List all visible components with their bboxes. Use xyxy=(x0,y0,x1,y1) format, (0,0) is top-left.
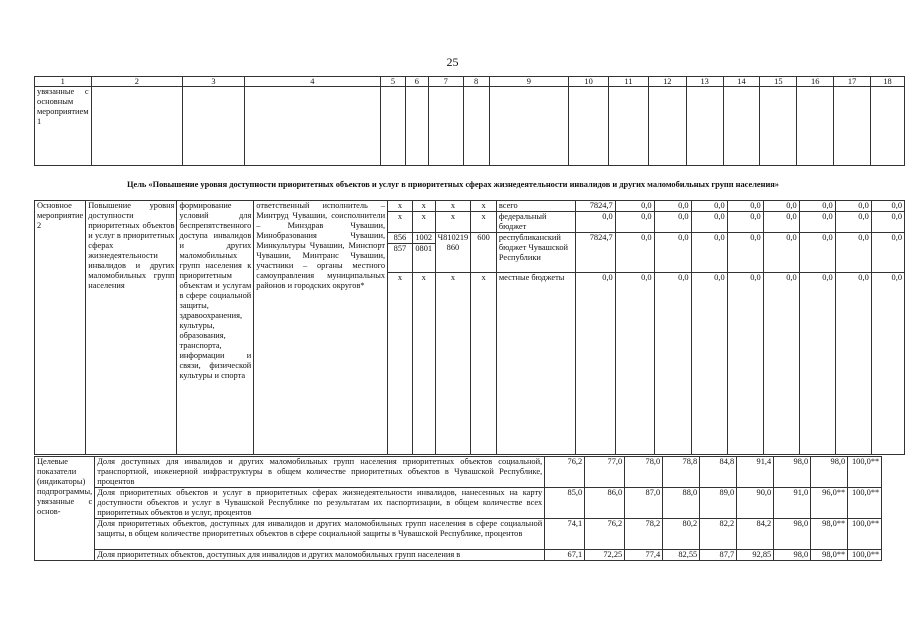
grbs-code: x xyxy=(388,212,413,233)
value-cell: 92,85 xyxy=(737,550,774,561)
value-cell: 100,0** xyxy=(848,488,882,519)
value-cell: 78,2 xyxy=(625,519,663,550)
value-cell: 91,0 xyxy=(774,488,811,519)
value-cell: 98,0 xyxy=(774,519,811,550)
goal-title: Цель «Повышение уровня доступности приоритетных объектов и услуг в приоритетных сферах жизнедеятельности инвалидов и других маломобильных групп населения» xyxy=(126,180,779,189)
section-code: x xyxy=(412,201,435,212)
column-number: 13 xyxy=(686,77,723,87)
column-number: 18 xyxy=(871,77,905,87)
value-cell: 87,0 xyxy=(625,488,663,519)
value-cell: 0,0 xyxy=(871,233,904,273)
indicator-text: Доля приоритетных объектов и услуг в приоритетных сферах жизнедеятельности инвалидов, нанесенных на карту доступности объектов и услуг в Чувашской Республике по результатам их паспортизации, в общем количестве всех приоритетных объектов и услуг, процентов xyxy=(95,488,545,519)
value-cell: 85,0 xyxy=(545,488,585,519)
value-cell: 98,0** xyxy=(811,550,848,561)
grbs-code: x xyxy=(388,201,413,212)
target-code: Ч810219 860 xyxy=(435,233,471,273)
value-cell: 80,2 xyxy=(663,519,700,550)
value-cell: 84,2 xyxy=(737,519,774,550)
value-cell: 89,0 xyxy=(700,488,737,519)
header-row xyxy=(35,77,905,87)
column-number: 3 xyxy=(183,77,245,87)
value-cell: 0,0 xyxy=(835,212,871,233)
continuation-table xyxy=(34,76,905,166)
column-number: 1 xyxy=(35,77,92,87)
value-cell: 0,0 xyxy=(763,273,799,455)
page-number: 25 xyxy=(446,55,459,69)
value-cell: 90,0 xyxy=(737,488,774,519)
value-cell: 0,0 xyxy=(799,273,835,455)
value-cell: 0,0 xyxy=(835,273,871,455)
value-cell: 87,7 xyxy=(700,550,737,561)
value-cell: 82,2 xyxy=(700,519,737,550)
value-cell: 0,0 xyxy=(799,233,835,273)
value-cell: 100,0** xyxy=(848,519,882,550)
grbs-code: 856 857 xyxy=(388,233,413,273)
value-cell: 0,0 xyxy=(727,212,763,233)
value-cell: 100,0** xyxy=(848,457,882,488)
target-code: x xyxy=(435,273,471,455)
column-number: 9 xyxy=(489,77,569,87)
expense-code: 600 xyxy=(471,233,497,273)
column-number: 7 xyxy=(428,77,463,87)
column-number: 15 xyxy=(760,77,797,87)
indicator-row xyxy=(35,519,882,550)
value-cell: 78,8 xyxy=(663,457,700,488)
section-code: x xyxy=(412,212,435,233)
column-number: 5 xyxy=(381,77,406,87)
value-cell: 0,0 xyxy=(727,201,763,212)
funding-source: местные бюджеты xyxy=(496,273,575,455)
funding-source: федеральный бюджет xyxy=(496,212,575,233)
funding-source: республиканский бюджет Чувашской Республики xyxy=(496,233,575,273)
value-cell: 72,25 xyxy=(585,550,625,561)
column-number: 14 xyxy=(723,77,760,87)
value-cell: 0,0 xyxy=(871,273,904,455)
value-cell: 0,0 xyxy=(835,233,871,273)
value-cell: 0,0 xyxy=(799,201,835,212)
value-cell: 98,0 xyxy=(811,457,848,488)
event-table xyxy=(34,200,905,455)
value-cell: 0,0 xyxy=(763,233,799,273)
indicator-text: Доля приоритетных объектов, доступных для инвалидов и других маломобильных групп населения в xyxy=(95,550,545,561)
value-cell: 0,0 xyxy=(615,233,654,273)
continuation-label: увязанные с основным мероприятием 1 xyxy=(35,87,92,166)
value-cell: 0,0 xyxy=(615,212,654,233)
value-cell: 0,0 xyxy=(763,212,799,233)
column-number: 2 xyxy=(91,77,183,87)
column-number: 17 xyxy=(834,77,871,87)
value-cell: 98,0 xyxy=(774,457,811,488)
value-cell: 0,0 xyxy=(727,273,763,455)
funding-source: всего xyxy=(496,201,575,212)
value-cell: 0,0 xyxy=(576,212,615,233)
value-cell: 0,0 xyxy=(871,212,904,233)
value-cell: 7824,7 xyxy=(576,201,615,212)
value-cell: 0,0 xyxy=(799,212,835,233)
value-cell: 0,0 xyxy=(691,212,727,233)
value-cell: 0,0 xyxy=(615,273,654,455)
value-cell: 88,0 xyxy=(663,488,700,519)
expense-code: x xyxy=(471,273,497,455)
column-number: 12 xyxy=(648,77,686,87)
value-cell: 67,1 xyxy=(545,550,585,561)
column-number: 11 xyxy=(609,77,649,87)
indicator-row xyxy=(35,550,882,561)
event-name: Основное мероприятие 2 xyxy=(35,201,86,455)
value-cell: 0,0 xyxy=(654,212,691,233)
value-cell: 91,4 xyxy=(737,457,774,488)
expense-code: x xyxy=(471,201,497,212)
value-cell: 82,55 xyxy=(663,550,700,561)
column-number: 6 xyxy=(405,77,428,87)
grbs-code: x xyxy=(388,273,413,455)
target-code: x xyxy=(435,212,471,233)
indicator-text: Доля доступных для инвалидов и других маломобильных групп населения приоритетных объектов социальной, транспортной, инженерной инфраструктуры в общем количестве приоритетных объектов в Чувашской Республике, процентов xyxy=(95,457,545,488)
value-cell: 98,0** xyxy=(811,519,848,550)
value-cell: 84,8 xyxy=(700,457,737,488)
value-cell: 0,0 xyxy=(727,233,763,273)
indicator-row xyxy=(35,488,882,519)
indicator-row xyxy=(35,457,882,488)
value-cell: 0,0 xyxy=(654,201,691,212)
continuation-row xyxy=(35,87,905,166)
value-cell: 0,0 xyxy=(654,273,691,455)
value-cell: 98,0 xyxy=(774,550,811,561)
indicator-text: Доля приоритетных объектов, доступных для инвалидов и других маломобильных групп населения в сфере социальной защиты, в общем количестве приоритетных объектов в сфере социальной защиты в Чувашской Республике, процентов xyxy=(95,519,545,550)
event-executors: ответственный исполнитель – Минтруд Чувашии, соисполнители – Минздрав Чувашии, Минобразования Чувашии, Минкультуры Чувашии, Минспорт Чувашии, Минтранс Чувашии, участники – органы местного самоуправления муниципальных районов и городских округов* xyxy=(254,201,388,455)
event-title: Повышение уровня доступности приоритетных объектов и услуг в приоритетных сферах жизнедеятельности инвалидов и других маломобильных групп населения xyxy=(86,201,177,455)
value-cell: 86,0 xyxy=(585,488,625,519)
value-cell: 76,2 xyxy=(545,457,585,488)
event-row-total xyxy=(35,201,905,212)
column-number: 16 xyxy=(797,77,834,87)
section-code: x xyxy=(412,273,435,455)
value-cell: 96,0** xyxy=(811,488,848,519)
value-cell: 0,0 xyxy=(654,233,691,273)
column-number: 10 xyxy=(569,77,609,87)
event-purpose: формирование условий для беспрепятственного доступа инвалидов и других маломобильных групп населения к приоритетным объектам и услугам в сфере социальной защиты, здравоохранения, культуры, образования, транспорта, информации и связи, физической культуры и спорта xyxy=(177,201,254,455)
section-code: 1002 0801 xyxy=(412,233,435,273)
value-cell: 0,0 xyxy=(691,273,727,455)
value-cell: 0,0 xyxy=(615,201,654,212)
indicators-table xyxy=(34,456,882,561)
value-cell: 0,0 xyxy=(835,201,871,212)
column-number: 8 xyxy=(463,77,489,87)
value-cell: 74,1 xyxy=(545,519,585,550)
value-cell: 0,0 xyxy=(691,233,727,273)
value-cell: 0,0 xyxy=(763,201,799,212)
value-cell: 0,0 xyxy=(691,201,727,212)
value-cell: 100,0** xyxy=(848,550,882,561)
value-cell: 0,0 xyxy=(576,273,615,455)
indicators-label: Целевые показатели (индикаторы) подпрограммы, увязанные с основ- xyxy=(35,457,95,561)
target-code: x xyxy=(435,201,471,212)
column-number: 4 xyxy=(244,77,380,87)
value-cell: 77,4 xyxy=(625,550,663,561)
value-cell: 7824,7 xyxy=(576,233,615,273)
value-cell: 77,0 xyxy=(585,457,625,488)
expense-code: x xyxy=(471,212,497,233)
value-cell: 0,0 xyxy=(871,201,904,212)
value-cell: 76,2 xyxy=(585,519,625,550)
value-cell: 78,0 xyxy=(625,457,663,488)
